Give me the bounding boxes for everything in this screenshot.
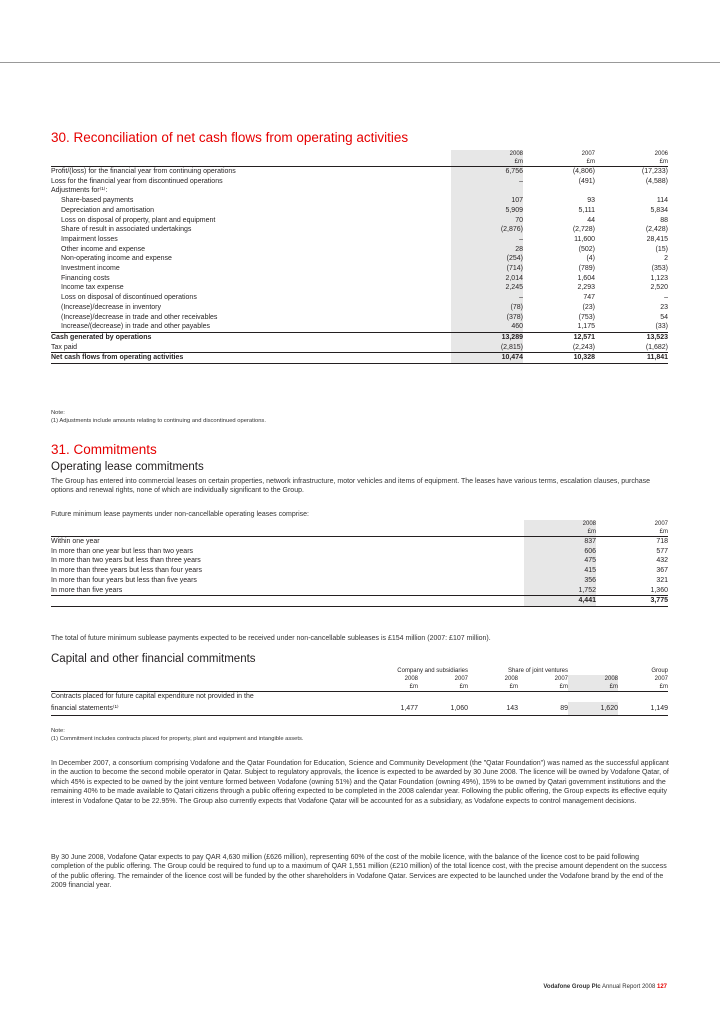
cap-value: 1,149 <box>618 702 668 716</box>
row-value: (2,876) <box>451 225 523 235</box>
row-label: (Increase)/decrease in inventory <box>61 303 161 311</box>
row-value: 5,909 <box>451 206 523 216</box>
row-value: (2,243) <box>572 343 595 351</box>
capital-commitments-title: Capital and other financial commitments <box>51 653 256 665</box>
row-label: Loss on disposal of property, plant and equipment <box>61 216 216 224</box>
row-label: Income tax expense <box>61 284 124 292</box>
cap-year-header: 2007 <box>554 676 568 682</box>
row-value: 13,523 <box>595 332 668 342</box>
cap-row-label-1: Contracts placed for future capital expenditure not provided in the <box>51 692 368 702</box>
row-label: In more than four years but less than five years <box>51 576 197 584</box>
row-value: 837 <box>524 537 596 547</box>
row-value <box>523 186 595 196</box>
cap-year-header: 2008 <box>568 675 618 683</box>
row-value: 432 <box>656 557 668 565</box>
row-label: Share-based payments <box>61 197 134 205</box>
row-label: Loss on disposal of discontinued operations <box>61 294 197 302</box>
cap-unit-header: £m <box>659 684 668 690</box>
row-value: 11,841 <box>595 353 668 364</box>
section-31-title: 31. Commitments <box>51 442 157 457</box>
cash-flow-table <box>51 150 668 364</box>
unit-header: £m <box>524 528 596 537</box>
unit-header: £m <box>586 159 595 165</box>
section-30-title: 30. Reconciliation of net cash flows from operating activities <box>51 130 409 145</box>
row-value: 5,834 <box>650 206 668 214</box>
row-label <box>51 596 524 607</box>
row-value: (789) <box>578 265 595 273</box>
unit-header: £m <box>451 158 523 167</box>
row-value: (502) <box>578 245 595 253</box>
row-label: Increase/(decrease) in trade and other payables <box>61 323 211 331</box>
operating-lease-intro: Future minimum lease payments under non-cancellable operating leases comprise: <box>51 511 309 518</box>
row-value: 2 <box>664 255 668 263</box>
unit-row <box>51 528 668 537</box>
row-value: 44 <box>587 216 595 224</box>
cap-year-header: 2008 <box>504 676 518 682</box>
row-label: Profit/(loss) for the financial year from continuing operations <box>51 167 451 177</box>
row-value: 718 <box>596 537 668 547</box>
row-value: 1,360 <box>650 586 668 594</box>
row-label: Cash generated by operations <box>51 332 451 342</box>
footer-report: Annual Report 2008 <box>601 984 656 990</box>
row-value: 107 <box>451 196 523 206</box>
qatar-paragraph-1: In December 2007, a consortium comprising Vodafone and the Qatar Foundation for Education, Science and Community Development (the "Qatar Foundation") was named as the successful applicant in the auction to become the second mobile operator in Qatar. Subject to regulatory approvals, the licence is expected to be awarded by 30 June 2008. The licence will be owned by Vodafone Qatar, of which 45% is expected to be owned by the joint venture formed between Vodafone (owning 51%) and the Qatar Foundation (owning 49%), 15% to be owned by Qatari government institutions and the remaining 40% to be made available to Qatari citizens through a public offering expected to be completed in the 2008 calendar year. Following the public offering, the Group expects its effective equity interest in Vodafone Qatar to be 22.95%. The Group also currently expects that Vodafone Qatar will be accounted for as a subsidiary, as Vodafone expects to control management decisions. <box>51 760 669 805</box>
row-value: (491) <box>578 177 595 185</box>
unit-row <box>51 158 668 167</box>
unit-header: £m <box>659 159 668 165</box>
row-label: Loss for the financial year from discontinued operations <box>51 177 223 185</box>
row-label: In more than two years but less than three years <box>51 557 201 565</box>
row-value: 23 <box>660 303 668 311</box>
cap-year-header: 2008 <box>404 676 418 682</box>
row-value: (4) <box>586 255 595 263</box>
table-row <box>51 576 668 586</box>
row-value: (4,806) <box>523 167 595 177</box>
row-value: 3,775 <box>596 596 668 607</box>
cap-note <box>51 728 304 743</box>
row-label: (Increase)/decrease in trade and other receivables <box>61 313 218 321</box>
table-row <box>51 196 668 206</box>
table-row <box>51 283 668 293</box>
row-value: 747 <box>583 294 595 302</box>
row-value: (17,233) <box>595 167 668 177</box>
table-row <box>51 322 668 332</box>
cap-note-heading: Note: <box>51 728 65 734</box>
row-label: Impairment losses <box>61 235 118 243</box>
cap-value: 1,620 <box>568 702 618 716</box>
row-label: Adjustments for⁽¹⁾: <box>51 187 108 195</box>
row-value: – <box>451 177 523 187</box>
cap-value: 143 <box>468 702 518 716</box>
row-value: 460 <box>451 322 523 332</box>
table-row <box>51 274 668 284</box>
row-label: Financing costs <box>61 274 110 282</box>
table-row <box>51 177 668 187</box>
cap-value: 1,477 <box>368 702 418 716</box>
row-value: (378) <box>451 313 523 323</box>
row-value: 577 <box>656 547 668 555</box>
row-label: Tax paid <box>51 343 78 351</box>
row-value: 1,604 <box>577 274 595 282</box>
row-value: (353) <box>651 265 668 273</box>
row-value: – <box>451 293 523 303</box>
row-label: In more than one year but less than two years <box>51 547 194 555</box>
cap-unit-header: £m <box>568 683 618 692</box>
row-value: 415 <box>524 566 596 576</box>
sublease-paragraph: The total of future minimum sublease payments expected to be received under non-cancellable subleases is £154 million (2007: £107 million). <box>51 635 491 642</box>
row-label: Other income and expense <box>61 245 146 253</box>
group-header-group: Group <box>651 668 668 674</box>
operating-lease-paragraph: The Group has entered into commercial leases on certain properties, network infrastructure, motor vehicles and items of equipment. The leases have various terms, escalation clauses, purchase options and renewal rights, none of which are individually significant to the Group. <box>51 478 651 495</box>
table-row <box>51 313 668 323</box>
table-row <box>51 556 668 566</box>
row-label: Non-operating income and expense <box>61 255 172 263</box>
row-value: (753) <box>578 313 595 321</box>
cap-unit-header: £m <box>409 684 418 690</box>
row-value: 367 <box>656 567 668 575</box>
header-row <box>51 150 668 158</box>
lease-table <box>51 520 668 607</box>
row-value: 4,441 <box>524 596 596 607</box>
row-value: 10,328 <box>523 353 595 364</box>
table-row <box>51 254 668 264</box>
row-value: (714) <box>451 264 523 274</box>
table-row <box>51 586 668 596</box>
year-header: 2007 <box>581 151 595 157</box>
top-rule <box>0 62 720 63</box>
row-value: (15) <box>655 245 668 253</box>
cap-year-header: 2007 <box>654 676 668 682</box>
table-row <box>51 206 668 216</box>
row-value: (33) <box>655 323 668 331</box>
cap-unit-header: £m <box>559 684 568 690</box>
table-row <box>51 216 668 226</box>
table-row <box>51 167 668 177</box>
row-label: In more than three years but less than four years <box>51 567 202 575</box>
table-row <box>51 343 668 353</box>
year-header: 2008 <box>524 520 596 528</box>
row-value <box>451 186 523 196</box>
sec30-note <box>51 410 266 425</box>
header-row <box>51 520 668 528</box>
table-row <box>51 566 668 576</box>
cap-unit-header: £m <box>509 684 518 690</box>
table-row <box>51 245 668 255</box>
table-row <box>51 332 668 342</box>
table-row <box>51 537 668 547</box>
year-header: 2006 <box>654 151 668 157</box>
table-row <box>51 596 668 607</box>
row-value: 6,756 <box>451 167 523 177</box>
cap-value: 1,060 <box>418 702 468 716</box>
row-value: 13,289 <box>451 332 523 342</box>
row-value: (2,428) <box>645 226 668 234</box>
row-value: (23) <box>582 303 595 311</box>
row-value: 2,245 <box>451 283 523 293</box>
group-header-company: Company and subsidiaries <box>397 668 468 674</box>
row-value: 93 <box>587 197 595 205</box>
row-value: (2,728) <box>572 226 595 234</box>
table-row <box>51 303 668 313</box>
cap-value: 89 <box>518 702 568 716</box>
row-value: (78) <box>451 303 523 313</box>
row-value: 2,014 <box>451 274 523 284</box>
page-number: 127 <box>656 984 667 990</box>
table-row <box>51 547 668 557</box>
row-value: 321 <box>656 576 668 584</box>
unit-header: £m <box>659 529 668 535</box>
row-value: – <box>451 235 523 245</box>
row-label: In more than five years <box>51 586 123 594</box>
row-value: 12,571 <box>523 332 595 342</box>
row-value: 1,752 <box>524 586 596 596</box>
row-label: Depreciation and amortisation <box>61 206 154 214</box>
row-value: 356 <box>524 576 596 586</box>
row-value <box>595 186 668 196</box>
cap-unit-header: £m <box>459 684 468 690</box>
note-text: (1) Adjustments include amounts relating to continuing and discontinued operations. <box>51 417 266 424</box>
table-row <box>51 225 668 235</box>
year-header: 2007 <box>654 521 668 527</box>
row-value: 606 <box>524 547 596 557</box>
capital-commitments-table <box>51 667 668 716</box>
cap-year-header: 2007 <box>454 676 468 682</box>
table-row <box>51 264 668 274</box>
row-label: Within one year <box>51 537 524 547</box>
page-footer <box>430 984 667 990</box>
cap-row-label-2: financial statements⁽¹⁾ <box>51 702 368 716</box>
row-value: 2,520 <box>650 284 668 292</box>
row-value: 28,415 <box>646 235 668 243</box>
table-row <box>51 353 668 364</box>
table-row <box>51 186 668 196</box>
row-value: 11,600 <box>574 235 595 243</box>
row-value: (1,682) <box>645 343 668 351</box>
row-value: 28 <box>451 245 523 255</box>
row-value: (4,588) <box>645 177 668 185</box>
row-value: 114 <box>656 197 668 205</box>
qatar-paragraph-2: By 30 June 2008, Vodafone Qatar expects to pay QAR 4,630 million (£626 million), representing 60% of the cost of the mobile licence, with the balance of the licence cost to be paid following completion of the public offering. The Group could be required to fund up to a maximum of QAR 1,551 million (£210 million) of the total licence cost, with the precise amount dependent on the success of the public offering. The remainder of the licence cost will be funded by the other shareholders in Vodafone Qatar. Services are expected to be launched under the Vodafone brand by the end of the 2009 financial year. <box>51 854 667 890</box>
row-value: 70 <box>451 216 523 226</box>
row-label: Investment income <box>61 265 120 273</box>
row-value: 2,293 <box>577 284 595 292</box>
row-value: 1,123 <box>650 274 668 282</box>
cap-note-text: (1) Commitment includes contracts placed for property, plant and equipment and intangible assets. <box>51 735 304 742</box>
note-heading: Note: <box>51 410 65 416</box>
row-value: 5,111 <box>578 206 595 214</box>
row-value: (2,815) <box>451 343 523 353</box>
footer-company: Vodafone Group Plc <box>543 984 601 990</box>
row-label: Net cash flows from operating activities <box>51 353 451 364</box>
row-value: 475 <box>524 556 596 566</box>
row-value: 54 <box>660 313 668 321</box>
year-header: 2008 <box>451 150 523 158</box>
operating-lease-title: Operating lease commitments <box>51 461 204 473</box>
row-value: 1,175 <box>577 323 595 331</box>
row-value: 10,474 <box>451 353 523 364</box>
table-row <box>51 235 668 245</box>
row-value: 88 <box>660 216 668 224</box>
table-row <box>51 293 668 303</box>
row-value: – <box>664 294 668 302</box>
row-label: Share of result in associated undertakings <box>61 226 192 234</box>
row-value: (254) <box>451 254 523 264</box>
group-header-jv: Share of joint ventures <box>507 668 568 674</box>
